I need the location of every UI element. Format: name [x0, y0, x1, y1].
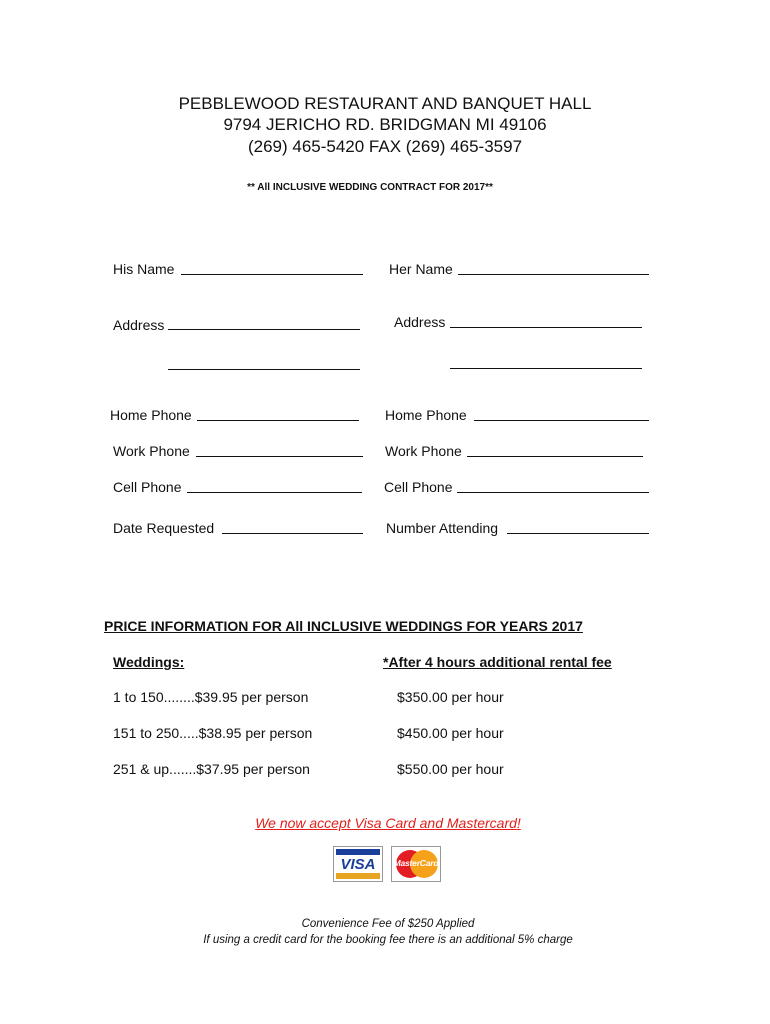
restaurant-name: PEBBLEWOOD RESTAURANT AND BANQUET HALL [178, 94, 592, 113]
home-phone-right-field[interactable] [474, 420, 649, 421]
visa-band-top [336, 849, 380, 855]
work-phone-left-label: Work Phone [113, 443, 190, 459]
number-attending-field[interactable] [507, 533, 649, 534]
date-requested-field[interactable] [222, 533, 363, 534]
cell-phone-right-field[interactable] [457, 492, 649, 493]
work-phone-left-field[interactable] [196, 456, 363, 457]
credit-card-note: If using a credit card for the booking fee there is an additional 5% charge [203, 934, 573, 946]
mastercard-logo [391, 846, 441, 882]
card-accept-notice: We now accept Visa Card and Mastercard! [255, 815, 521, 831]
number-attending-label: Number Attending [386, 520, 499, 536]
convenience-fee: Convenience Fee of $250 Applied [301, 918, 475, 930]
his-name-label: His Name [113, 261, 175, 277]
restaurant-address: 9794 JERICHO RD. BRIDGMAN MI 49106 [223, 115, 547, 134]
address-left-line2[interactable] [168, 369, 360, 370]
mastercard-wordmark: MasterCard [393, 858, 439, 868]
address-right-field[interactable] [450, 327, 642, 328]
cell-phone-left-label: Cell Phone [113, 479, 182, 495]
price-row-fee: $550.00 per hour [397, 761, 504, 777]
rental-fee-heading: *After 4 hours additional rental fee [383, 654, 612, 670]
price-row-guests: 151 to 250.....$38.95 per person [113, 725, 313, 741]
visa-logo [333, 846, 383, 882]
restaurant-phone: (269) 465-5420 FAX (269) 465-3597 [247, 137, 523, 156]
her-name-label: Her Name [389, 261, 453, 277]
his-name-field[interactable] [181, 274, 363, 275]
price-row-guests: 1 to 150........$39.95 per person [113, 689, 309, 705]
address-right-line2[interactable] [450, 368, 642, 369]
address-left-label: Address [113, 317, 165, 333]
cell-phone-left-field[interactable] [187, 492, 362, 493]
address-right-label: Address [394, 314, 446, 330]
home-phone-right-label: Home Phone [385, 407, 467, 423]
cell-phone-right-label: Cell Phone [384, 479, 453, 495]
visa-band-bottom [336, 873, 380, 879]
price-row-fee: $350.00 per hour [397, 689, 504, 705]
price-row-guests: 251 & up.......$37.95 per person [113, 761, 310, 777]
work-phone-right-field[interactable] [467, 456, 643, 457]
date-requested-label: Date Requested [113, 520, 215, 536]
price-row-fee: $450.00 per hour [397, 725, 504, 741]
pricing-title: PRICE INFORMATION FOR All INCLUSIVE WEDDINGS FOR YEARS 2017 [104, 618, 583, 634]
home-phone-left-label: Home Phone [110, 407, 192, 423]
visa-wordmark: VISA [340, 856, 376, 873]
her-name-field[interactable] [458, 274, 649, 275]
home-phone-left-field[interactable] [197, 420, 359, 421]
contract-subtitle: ** All INCLUSIVE WEDDING CONTRACT FOR 2017** [247, 182, 493, 193]
work-phone-right-label: Work Phone [385, 443, 462, 459]
address-left-field[interactable] [168, 329, 360, 330]
weddings-heading: Weddings: [113, 654, 185, 670]
